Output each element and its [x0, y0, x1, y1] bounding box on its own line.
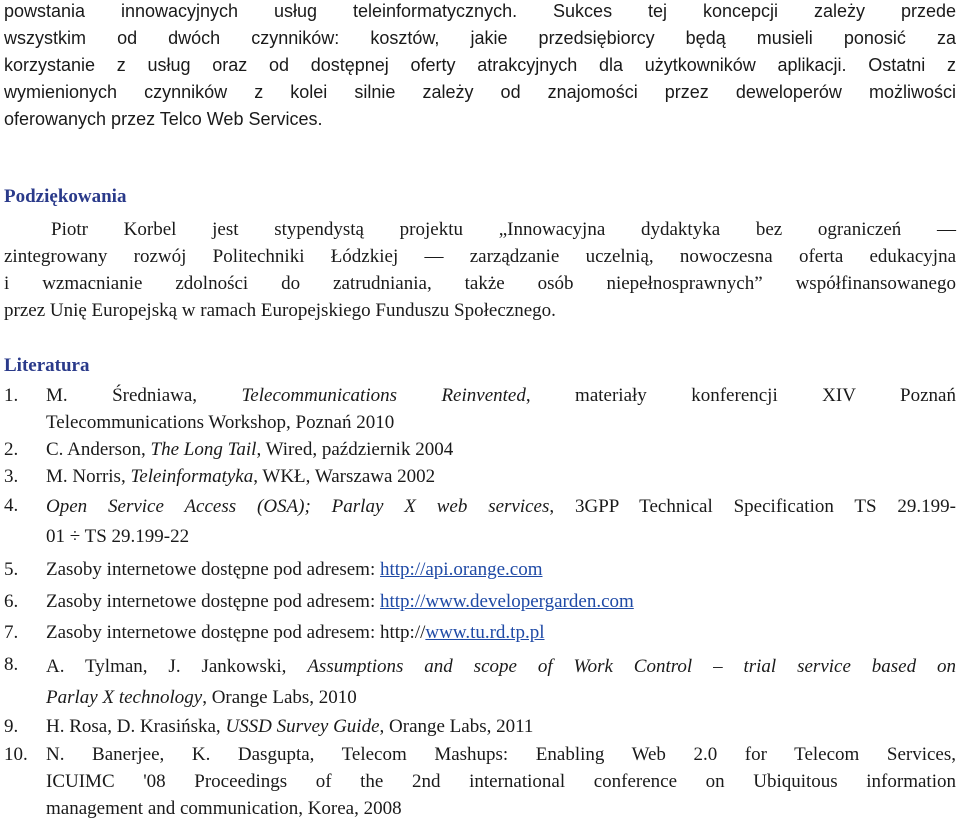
reference-link[interactable]: www.tu.rd.tp.pl	[425, 622, 545, 643]
acknowledgements-paragraph	[4, 216, 956, 324]
reference-title: Assumptions and scope of Work Control – trial service based on	[307, 656, 957, 677]
reference-number: 6.	[4, 591, 19, 612]
reference-number: 3.	[4, 466, 19, 487]
reference-title: Parlay X technology	[46, 687, 203, 708]
reference-number: 4.	[4, 495, 19, 516]
reference-title: Telecommunications Reinvented	[241, 385, 526, 406]
reference-authors: H. Rosa, D. Krasińska,	[46, 716, 226, 737]
reference-authors: M. Średniawa,	[46, 385, 242, 406]
reference-link[interactable]: http://www.developergarden.com	[379, 591, 634, 612]
intro-line: powstania innowacyjnych usług teleinformatycznych. Sukces tej koncepcji zależy przede	[4, 1, 956, 21]
ack-line: Piotr Korbel jest stypendystą projektu „Innowacyjna dydaktyka bez ograniczeń —	[51, 219, 956, 240]
reference-number: 2.	[4, 439, 19, 460]
reference-details: , materiały konferencji XIV Poznań	[525, 385, 956, 406]
intro-line: wymienionych czynników z kolei silnie zależy od znajomości przez deweloperów możliwości	[4, 82, 956, 102]
reference-authors: M. Norris,	[46, 466, 131, 487]
reference-number: 10.	[4, 744, 28, 765]
reference-number: 9.	[4, 716, 19, 737]
reference-text: N. Banerjee, K. Dasgupta, Telecom Mashups: Enabling Web 2.0 for Telecom Services,	[46, 744, 956, 765]
reference-details: , 3GPP Technical Specification TS 29.199-	[549, 496, 956, 517]
reference-title: USSD Survey Guide	[225, 716, 380, 737]
reference-text: Zasoby internetowe dostępne pod adresem: http://	[46, 622, 426, 643]
reference-title: Teleinformatyka	[130, 466, 254, 487]
reference-details: , Wired, październik 2004	[256, 439, 454, 460]
reference-details: , Orange Labs, 2011	[379, 716, 534, 737]
acknowledgements-heading: Podziękowania	[4, 186, 127, 207]
reference-text: Zasoby internetowe dostępne pod adresem:	[46, 559, 380, 580]
reference-text: ICUIMC '08 Proceedings of the 2nd international conference on Ubiquitous information	[46, 771, 956, 792]
reference-details: Telecommunications Workshop, Poznań 2010	[46, 412, 395, 433]
intro-line: wszystkim od dwóch czynników: kosztów, jakie przedsiębiorcy będą musieli ponosić za	[4, 28, 956, 48]
reference-number: 1.	[4, 385, 19, 406]
reference-text: Zasoby internetowe dostępne pod adresem:	[46, 591, 380, 612]
reference-authors: A. Tylman, J. Jankowski,	[46, 656, 308, 677]
reference-details: 01 ÷ TS 29.199-22	[46, 526, 190, 547]
reference-link[interactable]: http://api.orange.com	[379, 559, 543, 580]
reference-number: 5.	[4, 559, 19, 580]
intro-line: korzystanie z usług oraz od dostępnej oferty atrakcyjnych dla użytkowników aplikacji. Ostatni z	[4, 55, 956, 75]
reference-details: , WKŁ, Warszawa 2002	[253, 466, 436, 487]
reference-number: 8.	[4, 654, 19, 675]
reference-title: The Long Tail	[150, 439, 257, 460]
reference-title: Open Service Access (OSA); Parlay X web services	[46, 496, 550, 517]
intro-paragraph	[4, 0, 956, 133]
ack-line: przez Unię Europejską w ramach Europejskiego Funduszu Społecznego.	[4, 300, 556, 321]
reference-authors: C. Anderson,	[46, 439, 151, 460]
intro-line: oferowanych przez Telco Web Services.	[4, 109, 323, 129]
ack-line: zintegrowany rozwój Politechniki Łódzkiej — zarządzanie uczelnią, nowoczesna oferta edukacyjna	[4, 246, 956, 267]
references-heading: Literatura	[4, 355, 90, 376]
reference-number: 7.	[4, 622, 19, 643]
reference-details: , Orange Labs, 2010	[202, 687, 357, 708]
ack-line: i wzmacnianie zdolności do zatrudniania, także osób niepełnosprawnych” współfinansowanego	[4, 273, 956, 294]
reference-text: management and communication, Korea, 2008	[46, 798, 402, 819]
